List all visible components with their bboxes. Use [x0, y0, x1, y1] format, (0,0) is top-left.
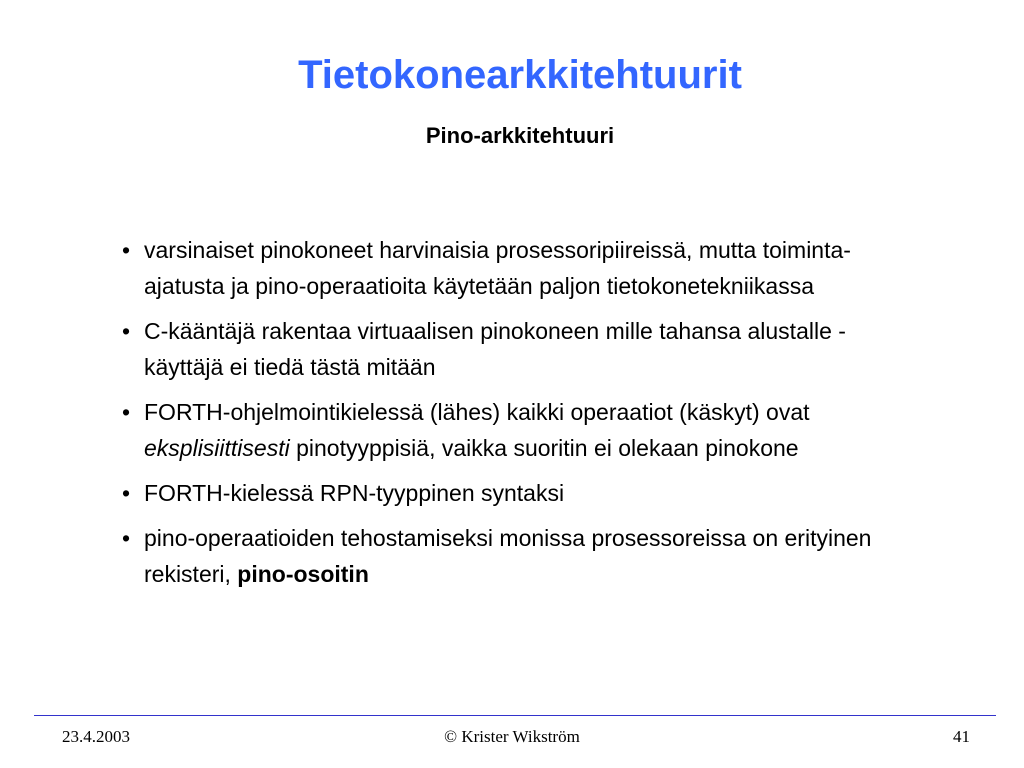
bullet-strong: pino-osoitin — [237, 561, 369, 587]
bullet-marker: • — [122, 525, 131, 551]
footer-divider — [34, 715, 996, 716]
bullet-text — [144, 399, 810, 461]
footer-date: 23.4.2003 — [62, 727, 130, 746]
bullet-item — [118, 394, 928, 466]
bullet-item — [118, 475, 928, 511]
bullet-marker: • — [122, 480, 131, 506]
slide-title: Tietokonearkkitehtuurit — [298, 53, 742, 97]
bullet-text-part: pinotyyppisiä, vaikka suoritin ei olekaan pinokone — [289, 435, 799, 461]
bullet-emphasis: eksplisiittisesti — [144, 435, 290, 461]
bullet-list — [118, 232, 928, 601]
bullet-text — [144, 525, 871, 587]
bullet-text-part: pino-operaatioiden tehostamiseksi monissa prosessoreissa on erityinen rekisteri, — [144, 525, 872, 587]
bullet-marker: • — [122, 318, 131, 344]
bullet-marker: • — [122, 237, 131, 263]
bullet-item — [118, 232, 928, 304]
bullet-marker: • — [122, 399, 131, 425]
bullet-text: varsinaiset pinokoneet harvinaisia prosessoripiireissä, mutta toiminta-ajatusta ja pino-operaatioita käytetään paljon tietokonetekniikassa — [144, 237, 851, 299]
bullet-text: C-kääntäjä rakentaa virtuaalisen pinokoneen mille tahansa alustalle - käyttäjä ei tiedä tästä mitään — [144, 318, 846, 380]
footer-page-number: 41 — [953, 727, 970, 746]
bullet-text-part: FORTH-ohjelmointikielessä (lähes) kaikki operaatiot (käskyt) ovat — [144, 399, 810, 425]
bullet-item — [118, 520, 928, 592]
slide-subtitle: Pino-arkkitehtuuri — [425, 123, 615, 148]
footer-author: © Krister Wikström — [444, 727, 580, 746]
bullet-text: FORTH-kielessä RPN-tyyppinen syntaksi — [144, 480, 565, 506]
bullet-item — [118, 313, 928, 385]
